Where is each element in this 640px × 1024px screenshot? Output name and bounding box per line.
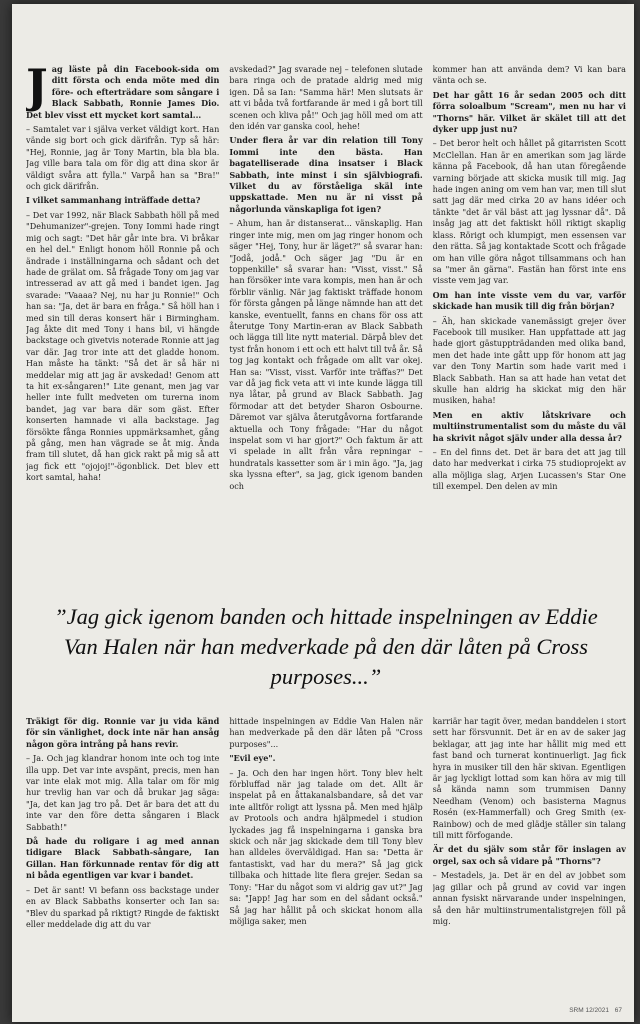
answer-paragraph: hittade inspelningen av Eddie Van Halen när han medverkade på den där låten på "Cross purposes"... (229, 716, 423, 749)
answer-paragraph: – Samtalet var i själva verket väldigt kort. Han vände sig bort och gick därifrån. Typ så här: "Hej, Ronnie, jag är Tony Martin, bla bla bla. Jag ville bara tala om för dig att dina skor är väldigt svåra att fylla." Varpå han sa "Bra!" och gick därifrån. (26, 124, 220, 192)
answer-paragraph: – Mestadels, ja. Det är en del av jobbet som jag gillar och på grund av covid var ingen annan fysiskt närvarande under inspelningen, så den här multiinstrumentalistgrejen föll på mig. (432, 870, 626, 926)
answer-paragraph: – Det var 1992, när Black Sabbath höll på med "Dehumanizer"-grejen. Tony Iommi hade ringt mig och sagt: "Det här går inte bra. Vi bråkar en hel del." Enligt honom höll Ronnie på och ändrade i inställningarna och sådant och det hade de grälat om. Så frågade Tony om jag var intresserad av att gå med i bandet igen. Jag svarade: "Vaaaa? Nej, nu har ju Ronnie!" Och han sa: "Ja, det är bara en fråga." Så höll han i med sin till deras konsert här i Birmingham. Jag åkte dit med Tony i hans bil, vi hängde backstage och givetvis noterade Ronnie att jag var där. Jag tror inte att det gladde honom. Han måste ha tänkt: "Så det är så här ni meddelar mig att jag är avskedad! Genom att ta hit ex-sångaren!" Lite genant, men jag var heller inte fullt medveten om turerna inom bandet, jag var bara där som gäst. Efter konserten hamnade vi alla backstage. Jag försökte fånga Ronnies uppmärksamhet, gång på gång, men han vägrade se åt mig. Ända fram till slutet, då han gick rakt på mig så att jag fick ett "ojojoj!"-ögonblick. Det blev ett kort samtal, haha! (26, 209, 220, 483)
answer-paragraph: – Äh, han skickade vanemässigt grejer över Facebook till musiker. Han uppfattade att jag hade gjort gästuppträdanden med olika band, men det hade inte gått upp för honom att jag var den Tony Martin som hade varit med i Black Sabbath. Han sa att hade han vetat det skulle han aldrig ha skickat mig den här musiken, haha! (432, 315, 626, 406)
answer-paragraph: – Ahum, han är distanserat... vänskaplig. Han ringer inte mig, men om jag ringer honom och säger "Hej, Tony, hur är läget?" så svarar han: "Jodå, jodå." Och säger jag "Du är en toppenkille" så svarar han: "Visst, visst." Så han försöker inte vara kompis, men han är och förblir vänlig. När jag faktiskt träffade honom för första gången på länge nämnde han att det kanske, eventuellt, fanns en chans för oss att återutge Tony Martin-eran av Black Sabbath och lägga till lite nytt material. Därpå blev det tyst från honom i ett och ett halvt till två år. Så tog jag kontakt och frågade om allt var okej. Han sa: "Visst, visst. Varför inte träffas?" Det var då jag fick veta att vi inte kunde lägga till nya låtar, på grund av Black Sabbath. Jag förmodar att det betyder Sharon Osbourne. Däremot var själva återutgåvorna fortfarande aktuella och Tony frågade: "Har du något inspelat som vi har gjort?" Och faktum är att vi spelade in allt från våra repningar – hundratals kassetter som är i min ägo. "Ja, jag ska lyssna efter", sa jag, gick igenom banden och (229, 218, 423, 491)
answer-paragraph: – Ja. Och den har ingen hört. Tony blev helt förbluffad när jag talade om det. Allt är inspelat på en åttakanalsbandare, så det var inte alltför roligt att lyssna på. Men med hjälp av Protools och andra hjälpmedel i studion lyckades jag få inspelningarna i ganska bra skick och när jag skickade dem till Tony blev han alldeles överväldigad. Han sa: "Detta är fantastiskt, vad har du mera?" Så jag gick tillbaka och hittade lite flera grejer. Sedan sa Tony: "Har du något som vi aldrig gav ut?" Jag sa: "Japp! Jag har som en del sådant också." Så jag har hållit på och skickat honom alla möjliga saker, men (229, 767, 423, 926)
answer-paragraph: – Det beror helt och hållet på gitarristen Scott McClellan. Han är en amerikan som jag lärde känna på Facebook, då han utan föregående varning började att skicka musik till mig. Jag hade ingen aning om vem han var, men till slut satt jag där med cirka 20 av hans idéer och tänkte "det är väl bäst att jag lyssnar då". Då insåg jag att det faktiskt höll riktigt skaplig klass. Rörigt och klumpigt, men essensen var den rätta. Så jag kontaktade Scott och frågade om han ville göra något tillsammans och han sa "mer än gärna". Fastän han först inte ens visste vem jag var. (432, 138, 626, 286)
question: I vilket sammanhang inträffade detta? (26, 195, 201, 206)
question: Då hade du roligare i ag med annan tidigare Black Sabbath-sångare, Ian Gillan. Han förkunnade rentav för dig att ni båda egentligen var kvar i bandet. (26, 836, 220, 881)
page-footer (565, 1007, 622, 1014)
lead-question: ag läste på din Facebook-sida om ditt första och enda möte med din före- och efterträdare som sångare i Black Sabbath, Ronnie James Dio. Det blev visst ett mycket kort samtal... (26, 64, 220, 120)
answer-paragraph: – En del finns det. Det är bara det att jag till dato har medverkat i cirka 75 studioprojekt av alla möjliga slag, Arjen Lucassen's Star One till exempel. Den delen av min (432, 447, 626, 492)
drop-cap: J (26, 64, 48, 113)
answer-paragraph: kommer han att använda dem? Vi kan bara vänta och se. (432, 64, 626, 86)
column-2 (229, 64, 422, 584)
magazine-page (12, 4, 634, 1022)
question: Men en aktiv låtskrivare och multiinstrumentalist som du måste du väl ha skrivit något själv under alla dessa år? (432, 409, 626, 443)
column-3 (433, 64, 626, 584)
bottom-column-1 (26, 716, 219, 1001)
bottom-column-2 (229, 716, 422, 1001)
page-number: 67 (614, 1007, 622, 1014)
magazine-issue: SRM 12/2021 (569, 1007, 609, 1014)
pull-quote: ”Jag gick igenom banden och hittade inspelningen av Eddie Van Halen när han medverkade på den där låten på Cross purposes...” (54, 604, 598, 689)
article-bottom-columns (26, 716, 626, 1001)
answer-paragraph: – Det är sant! Vi befann oss backstage under en av Black Sabbaths konserter och Ian sa: "Blev du sparkad på riktigt? Ringde de faktiskt eller meddelade dig att du var (26, 884, 220, 929)
column-1 (26, 64, 219, 584)
question: Det har gått 16 år sedan 2005 och ditt förra soloalbum "Scream", men nu har vi "Thorns" här. Vilket är skälet till att det dyker upp just nu? (432, 89, 626, 135)
answer-paragraph: – Ja. Och jag klandrar honom inte och tog inte illa upp. Det var inte avspänt, precis, men han var inte elak mot mig. Alla talar om för mig hur trevlig han var och då brukar jag säga: "Ja, det kan jag tro på. Det är bara det att du inte var den före detta sångaren i Black Sabbath!" (26, 753, 220, 832)
question: Om han inte visste vem du var, varför skickade han musik till dig från början? (432, 289, 626, 312)
answer-paragraph: karriär har tagit över, medan banddelen i stort sett har försvunnit. Det är en av de saker jag beklagar, att jag inte har hållit mig med ett fast band och turnerat kontinuerligt. Jag fick hyra in musiker till den här skivan. Egentligen är jag lyckligt lottad som kan höra av mig till så kända namn som trummisen Danny Needham (Venom) och basisterna Magnus Rosén (ex-Hammerfall) och Greg Smith (ex-Rainbow) och de med glädje ställer sin talang till mitt förfogande. (432, 716, 626, 841)
question: "Evil eye". (229, 753, 276, 764)
answer-paragraph: avskedad?" Jag svarade nej – telefonen slutade bara ringa och de pratade aldrig med mig igen. Då sa Ian: "Samma här! Men slutsats är att vi båda två fortfarande är med i gå bort till scenen och kliva på!" Och jag höll med om att den idén var ganska cool, hehe! (229, 64, 423, 132)
article-top-columns (26, 64, 626, 584)
question: Under flera år var din relation till Tony Iommi inte den bästa. Han bagatelliserade dina insatser i Black Sabbath, inte minst i sin självbiografi. Vilket du av förståeliga skäl inte uppskattade. Men nu är ni visst på någorlunda vänskapliga fot igen? (229, 135, 423, 214)
bottom-column-3 (433, 716, 626, 1001)
question: Träkigt för dig. Ronnie var ju vida känd för sin vänlighet, dock inte när han ansåg någon göra intrång på hans revir. (26, 716, 220, 749)
question: Är det du själv som står för inslagen av orgel, sax och så vidare på "Thorns"? (432, 844, 626, 866)
